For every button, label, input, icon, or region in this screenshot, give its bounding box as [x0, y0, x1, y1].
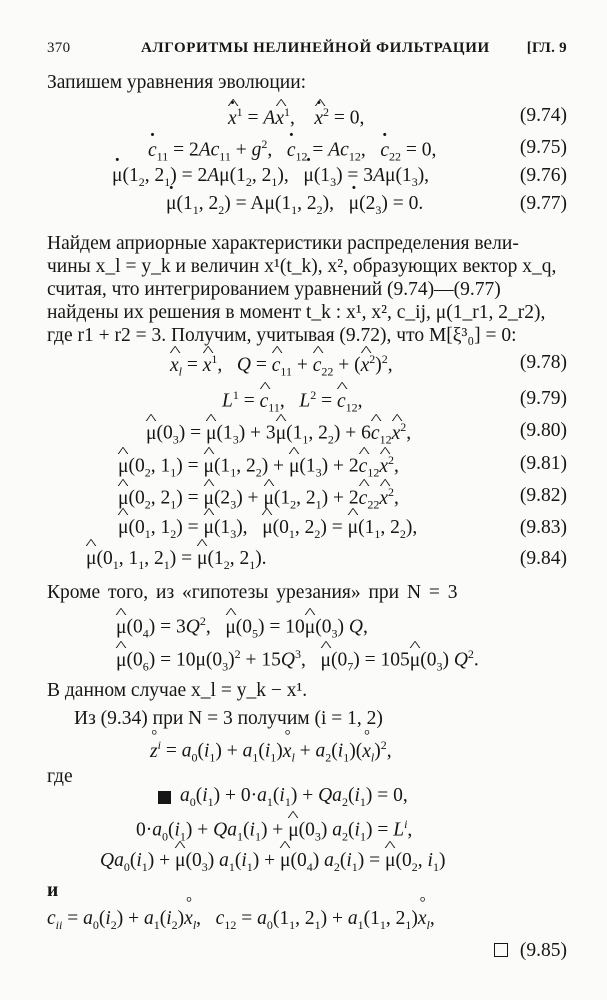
- equation-9-78: ^ $x_l$ = ^ $x^1$, Q = ^ $c_{11}$ + ^ $c_{22}$ + (^ $x^2)^2$,: [170, 352, 393, 379]
- eq-tag: (9.76): [519, 165, 567, 186]
- equation-truncation-2: ^ $\mu(0_6) = 10\mu(0_3)^2 + 15Q^3$, ^ $\mu(0_7)$ = 105^ $\mu(0_3)$ $Q^2$.: [116, 647, 479, 674]
- equation-system-2: $0\cdot a_0(i_1) + Qa_1(i_1)$ + ^ $\mu(0_3) a_2(i_1) = L^i$,: [136, 817, 412, 844]
- equation-9-80: ^ $\mu(0_3)$ = ^ $\mu(1_3)$ + 3^ $\mu(1_1$, $2_2$) + 6^ $c_{12}\^{}$ $x^2$,: [146, 420, 411, 447]
- paragraph-line: где r1 + r2 = 3. Получим, учитывая (9.72), что M[ξ³₀] = 0:: [47, 325, 517, 346]
- running-title: АЛГОРИТМЫ НЕЛИНЕЙНОЙ ФИЛЬТРАЦИИ: [141, 40, 490, 56]
- equation-system-1: $a_0(i_1) + 0\cdot a_1(i_1) + Qa_2(i_1) = 0$,: [180, 785, 408, 809]
- equation-z: ° $z^i = a_0(i_1) + a_1(i_1)^\circ$ $x_l + a_2(i_1)(^\circ$ $x_l)^2$,: [150, 738, 392, 765]
- eq-tag: (9.77): [519, 193, 567, 214]
- intro-text: Запишем уравнения эволюции:: [47, 72, 307, 93]
- paragraph-line: Найдем априорные характеристики распределения вели-: [47, 233, 519, 254]
- eq-tag: (9.84): [519, 548, 567, 569]
- equation-9-85: $c_{ii} = a_0(i_2) + a_1(i_2)^\circ$ $x_l$, $c_{12} = a_0(1_1$, $2_1) + a_1(1_1$, $2_1)^\circ$ $x_l$,: [47, 908, 435, 933]
- eq-tag: (9.81): [519, 453, 567, 474]
- equation-9-83: ^ $\mu(0_1$, $1_2$) = ^ $\mu(1_3)$, ^ $\mu(0_1$, $2_2$) = ^ $\mu(1_1$, $2_2$),: [118, 517, 417, 542]
- paragraph-this-case: В данном случае x_l = y_k − x¹.: [47, 680, 308, 701]
- equation-9-82: ^ $\mu(0_2$, $2_1$) = ^ $\mu(2_3)$ + ^ $\mu(1_2$, $2_1$) + 2^ $c_{22}\^{}$ $x^2$,: [118, 485, 399, 512]
- equation-9-77: · $\mu(1_1$, $2_2) = A\mu(1_1$, $2_2$), · $\mu(2_3) = 0$.: [166, 193, 423, 218]
- where-text: где: [47, 766, 73, 787]
- and-text: и: [47, 880, 59, 901]
- paragraph-from-934: Из (9.34) при N = 3 получим (i = 1, 2): [74, 708, 383, 729]
- eq-tag: (9.75): [519, 137, 567, 158]
- eq-tag-9-85: (9.85): [494, 940, 567, 962]
- paragraph-line: считая, что интегрированием уравнений (9.74)—(9.77): [47, 279, 501, 300]
- eq-tag: (9.79): [519, 388, 567, 409]
- eq-tag: (9.74): [519, 105, 567, 126]
- paragraph-line: найдены их решения в момент t_k : x¹, x², c_ij, μ(1_r1, 2_r2),: [47, 302, 546, 323]
- equation-system-3: $Qa_0(i_1)$ + ^ $\mu(0_3) a_1(i_1)$ + ^ $\mu(0_4) a_2(i_1)$ = ^ $\mu(0_2$, $i_1$): [100, 850, 445, 875]
- paragraph-prior-characteristics: [47, 232, 567, 347]
- equation-9-75: · $c_{11} = 2Ac_{11} + g^2$, · $c_{12} = Ac_{12}$, · $c_{22} = 0$,: [148, 137, 436, 164]
- eq-tag: (9.80): [519, 420, 567, 441]
- equation-9-79: $L^1$ = ^ $c_{11}$, $L^2$ = ^ $c_{12}$,: [222, 388, 362, 415]
- page-header: [47, 40, 567, 62]
- equation-9-81: ^ $\mu(0_2$, $1_1$) = ^ $\mu(1_1$, $2_2$) + ^ $\mu(1_3)$ + 2^ $c_{12}\^{}$ $x^2$,: [118, 453, 399, 480]
- equation-9-84: ^ $\mu(0_1$, $1_1$, $2_1$) = ^ $\mu(1_2$, $2_1$).: [86, 548, 267, 573]
- end-of-proof-square-icon: [494, 943, 508, 957]
- eq-tag: (9.78): [519, 352, 567, 373]
- equation-truncation-1: ^ $\mu(0_4) = 3Q^2$, ^ $\mu(0_5)$ = 10^ $\mu(0_3)$ Q,: [116, 614, 368, 641]
- page-number: 370: [47, 40, 71, 56]
- black-square-marker: [158, 791, 171, 804]
- eq-tag: (9.83): [519, 517, 567, 538]
- equation-9-76: · $\mu(1_2$, $2_1) = 2A\mu(1_2$, $2_1$), · $\mu(1_3) = 3A\mu(1_3)$,: [112, 165, 429, 190]
- equation-9-74: · ^ $x^1$ = A^ $x^1$, · ^ $x^2 = 0$,: [228, 105, 364, 130]
- chapter-label: [ГЛ. 9: [526, 40, 567, 56]
- eq-tag: (9.82): [519, 485, 567, 506]
- paragraph-line: чины x_l = y_k и величин x¹(t_k), x², образующих вектор x_q,: [47, 256, 557, 277]
- paragraph-truncation: Кроме того, из «гипотезы урезания» при N = 3: [47, 582, 458, 603]
